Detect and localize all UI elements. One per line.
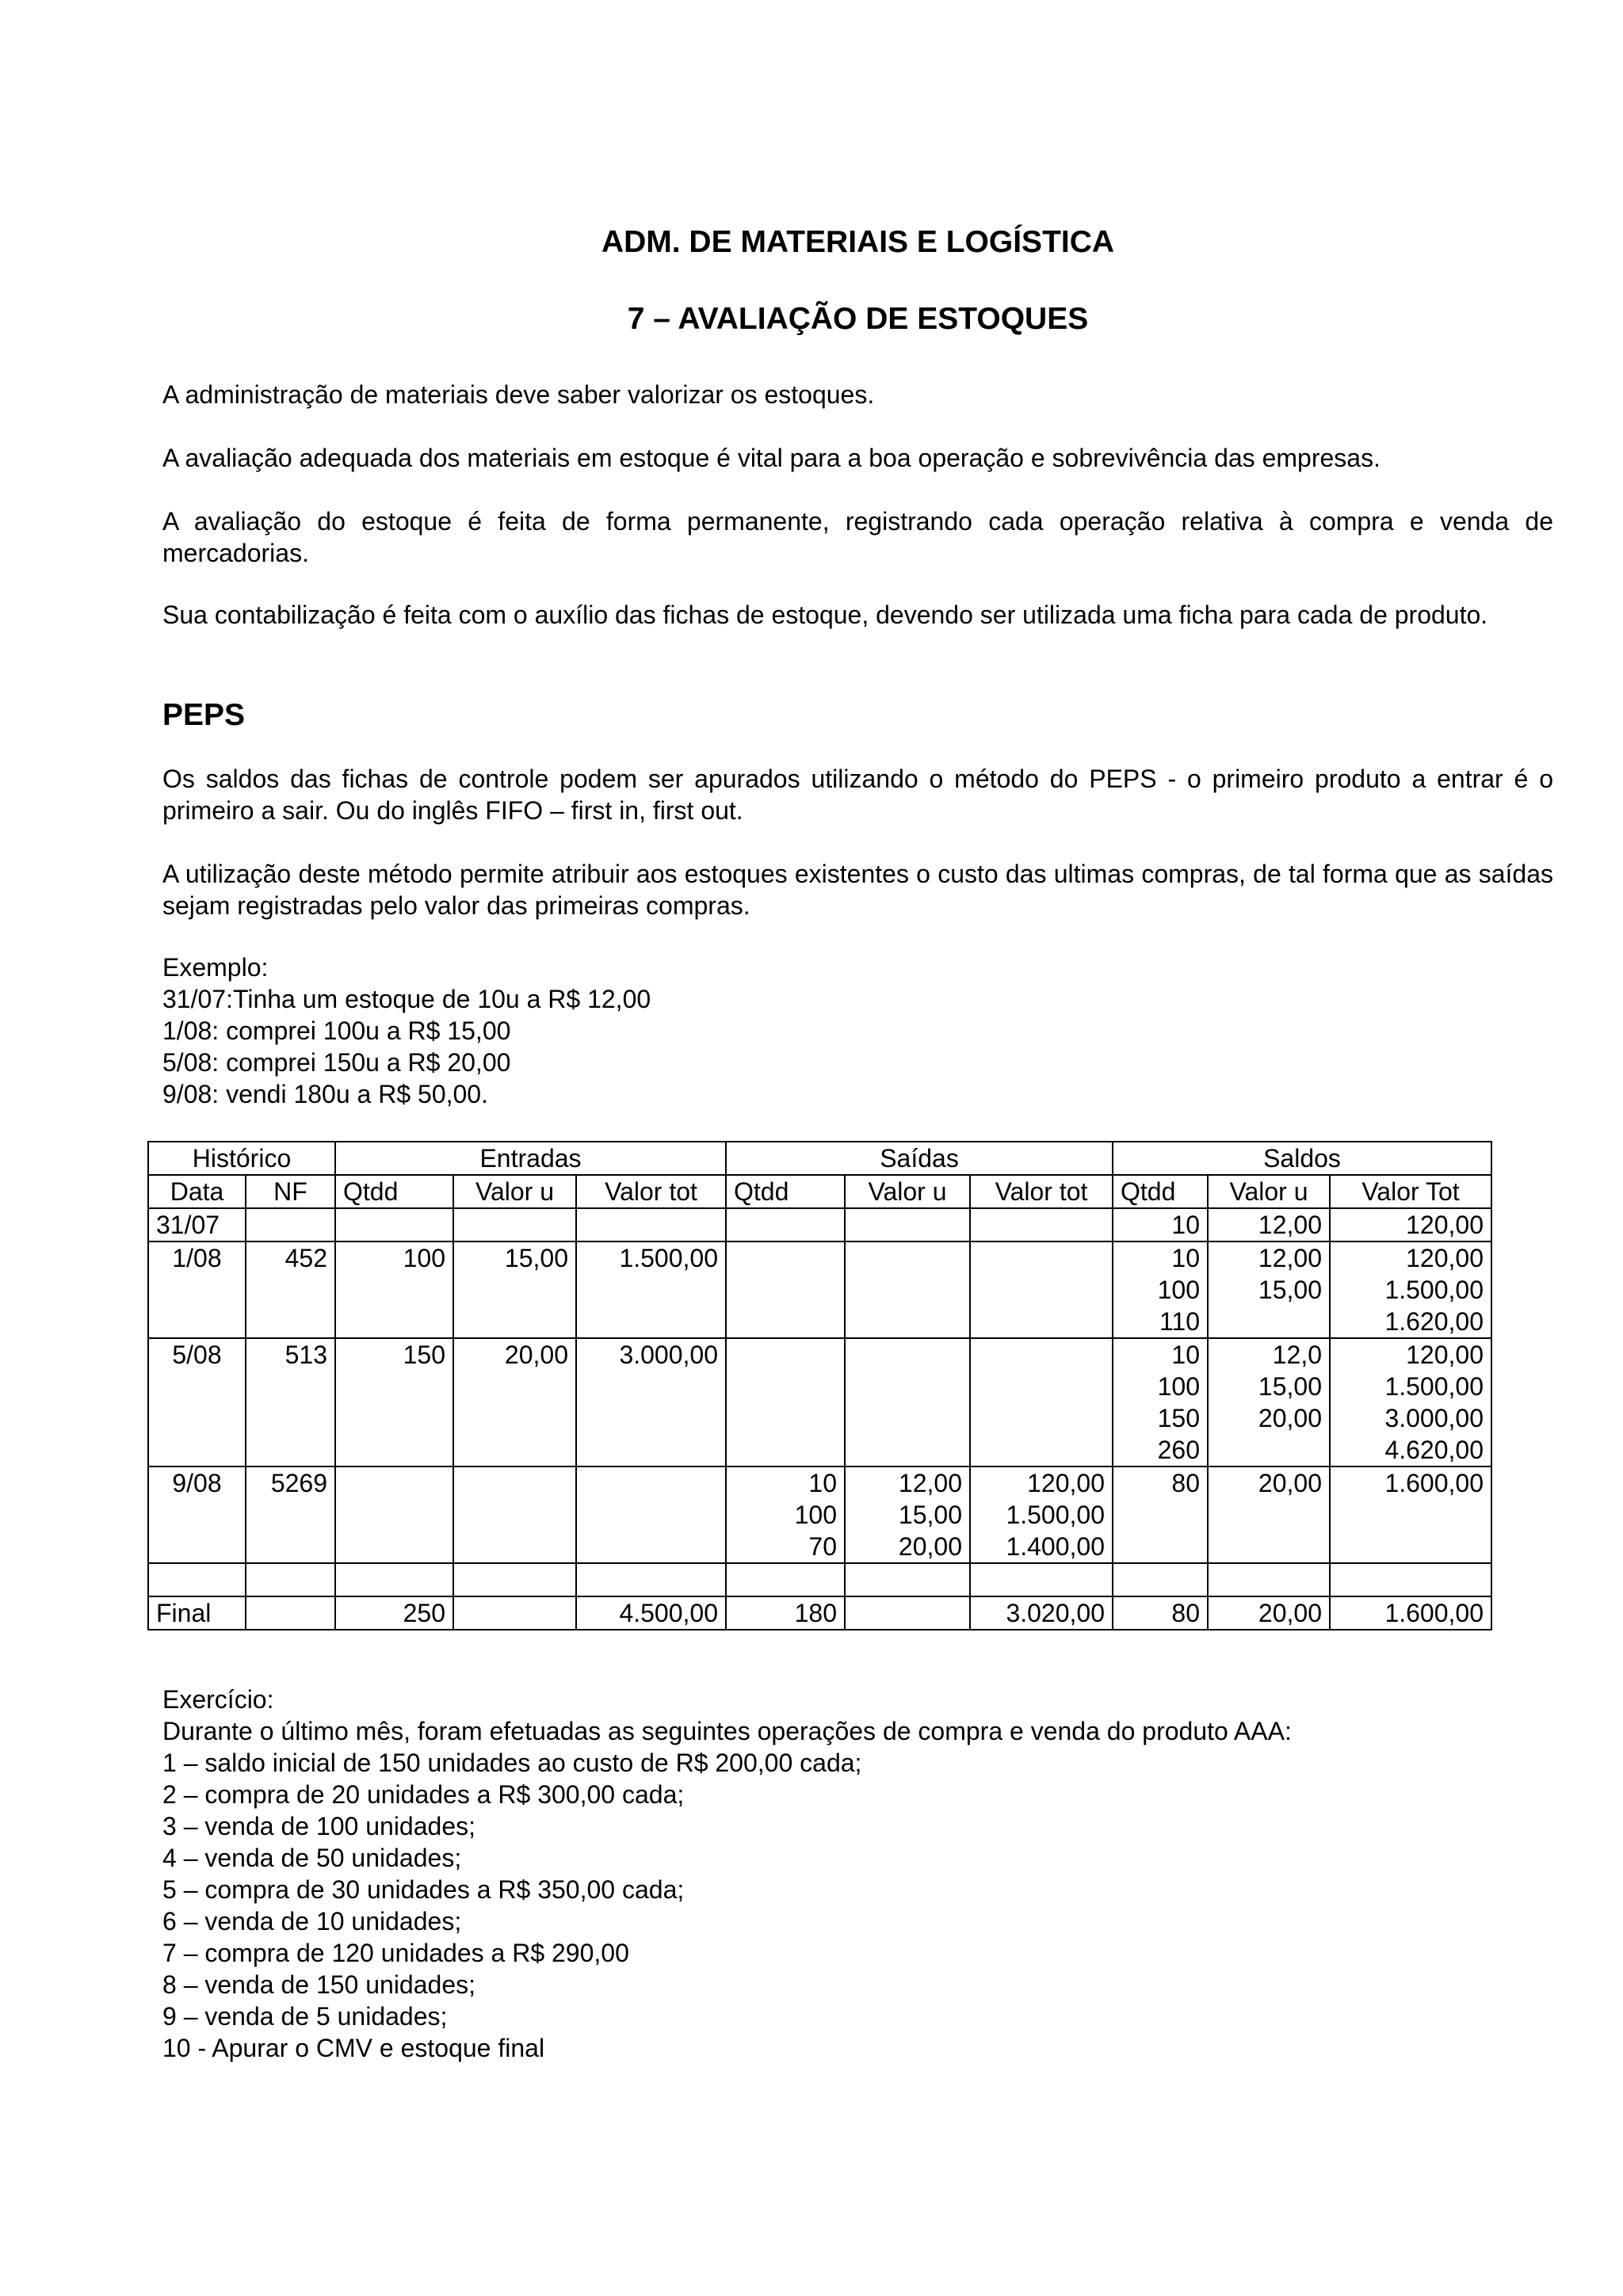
exercise-item: 7 – compra de 120 unidades a R$ 290,00 <box>162 1939 629 1967</box>
saldos-valor-tot-cell <box>1330 1208 1491 1241</box>
saidas-valor-u-cell <box>845 1466 970 1563</box>
column-header: Qtdd <box>726 1175 845 1208</box>
entradas-qtdd: 150 <box>403 1341 445 1369</box>
row-date-cell <box>148 1338 246 1466</box>
entradas-valor-u: 20,00 <box>504 1341 568 1369</box>
saldos-valor-tot: 1.620,00 <box>1384 1307 1484 1336</box>
final-label: Final <box>148 1596 246 1630</box>
saldos-qtdd: 10 <box>1171 1244 1200 1272</box>
saldos-valor-tot: 120,00 <box>1406 1211 1484 1239</box>
column-header: Valor tot <box>576 1175 726 1208</box>
table-row <box>148 1241 1491 1338</box>
entradas-valor-u-cell <box>453 1208 576 1241</box>
final-saidas-total: 3.020,00 <box>970 1596 1113 1630</box>
saldos-valor-tot: 4.620,00 <box>1384 1436 1484 1464</box>
example-line: 5/08: comprei 150u a R$ 20,00 <box>162 1048 511 1077</box>
table-row <box>148 1466 1491 1563</box>
exercise-intro: Durante o último mês, foram efetuadas as seguintes operações de compra e venda do produto AAA: <box>162 1717 1292 1745</box>
row-date-cell <box>148 1241 246 1338</box>
saldos-qtdd: 110 <box>1159 1307 1200 1336</box>
entradas-valor-tot-cell <box>576 1208 726 1241</box>
saidas-valor-tot-cell <box>970 1338 1113 1466</box>
example-line: 9/08: vendi 180u a R$ 50,00. <box>162 1080 488 1108</box>
saidas-valor-tot: 1.500,00 <box>1006 1501 1105 1529</box>
saldos-qtdd: 100 <box>1157 1276 1200 1304</box>
column-header: Data <box>148 1175 246 1208</box>
paragraph: Os saldos das fichas de controle podem ser apurados utilizando o método do PEPS - o primeiro produto a entrar é o primeiro a sair. Ou do inglês FIFO – first in, first out. <box>162 765 1553 825</box>
table-body <box>148 1208 1491 1563</box>
saldos-valor-u-cell <box>1208 1338 1330 1466</box>
saldos-valor-u: 20,00 <box>1258 1469 1322 1497</box>
column-header: NF <box>246 1175 335 1208</box>
row-date: 31/07 <box>156 1211 220 1239</box>
row-nf-cell <box>246 1241 335 1338</box>
saidas-qtdd: 100 <box>794 1501 837 1529</box>
exercise-item: 6 – venda de 10 unidades; <box>162 1907 462 1936</box>
row-nf: 513 <box>285 1341 327 1369</box>
paragraph: Sua contabilização é feita com o auxílio das fichas de estoque, devendo ser utilizada uma ficha para cada de produto. <box>162 601 1488 629</box>
saldos-valor-tot: 1.500,00 <box>1384 1372 1484 1401</box>
saldos-valor-tot-cell <box>1330 1241 1491 1338</box>
saldos-qtdd: 100 <box>1157 1372 1200 1401</box>
saidas-valor-u-cell <box>845 1338 970 1466</box>
saldos-qtdd: 10 <box>1171 1341 1200 1369</box>
row-nf-cell <box>246 1208 335 1241</box>
group-saidas: Saídas <box>726 1142 1113 1175</box>
final-saldos-total: 1.600,00 <box>1330 1596 1491 1630</box>
exercise-block <box>162 1684 1553 2064</box>
column-header: Valor u <box>453 1175 576 1208</box>
column-header: Qtdd <box>335 1175 453 1208</box>
saldos-valor-u-cell <box>1208 1208 1330 1241</box>
saldos-valor-u: 12,0 <box>1272 1341 1322 1369</box>
column-header: Valor tot <box>970 1175 1113 1208</box>
saidas-qtdd-cell <box>726 1241 845 1338</box>
saidas-valor-u-cell <box>845 1241 970 1338</box>
saldos-qtdd-cell <box>1113 1208 1208 1241</box>
saidas-valor-tot-cell <box>970 1466 1113 1563</box>
entradas-valor-tot-cell <box>576 1241 726 1338</box>
exercise-item: 8 – venda de 150 unidades; <box>162 1970 475 1999</box>
peps-heading: PEPS <box>162 698 246 732</box>
peps-stock-table <box>147 1141 1492 1630</box>
paragraph: A utilização deste método permite atribuir aos estoques existentes o custo das ultimas compras, de tal forma que as saídas sejam registradas pelo valor das primeiras compras. <box>162 860 1553 920</box>
exercise-item: 9 – venda de 5 unidades; <box>162 2002 448 2031</box>
saldos-valor-u: 12,00 <box>1258 1211 1322 1239</box>
example-block <box>162 952 1553 1110</box>
row-nf: 452 <box>285 1244 327 1272</box>
saldos-qtdd: 10 <box>1171 1211 1200 1239</box>
table-row-final <box>148 1596 1491 1630</box>
saldos-valor-tot-cell <box>1330 1338 1491 1466</box>
row-date: 1/08 <box>172 1244 222 1272</box>
saldos-valor-tot: 120,00 <box>1406 1341 1484 1369</box>
saldos-qtdd-cell <box>1113 1338 1208 1466</box>
row-nf-cell <box>246 1338 335 1466</box>
table-row-empty <box>148 1563 1491 1596</box>
exercise-label: Exercício: <box>162 1685 274 1714</box>
saldos-qtdd: 260 <box>1157 1436 1200 1464</box>
exercise-item: 10 - Apurar o CMV e estoque final <box>162 2034 545 2062</box>
table-cell <box>453 1596 576 1630</box>
saidas-valor-u-cell <box>845 1208 970 1241</box>
saldos-qtdd: 80 <box>1171 1469 1200 1497</box>
group-historico: Histórico <box>148 1142 335 1175</box>
column-header: Qtdd <box>1113 1175 1208 1208</box>
paragraph: A administração de materiais deve saber valorizar os estoques. <box>162 380 875 409</box>
row-nf <box>254 1209 327 1241</box>
entradas-qtdd-cell <box>335 1466 453 1563</box>
exercise-item: 3 – venda de 100 unidades; <box>162 1812 475 1840</box>
table-cell <box>845 1596 970 1630</box>
table-row <box>148 1208 1491 1241</box>
saidas-qtdd: 10 <box>808 1469 837 1497</box>
saldos-valor-u: 20,00 <box>1258 1404 1322 1432</box>
exercise-item: 2 – compra de 20 unidades a R$ 300,00 cada; <box>162 1780 685 1809</box>
saidas-valor-tot: 120,00 <box>1027 1469 1105 1497</box>
table-cell <box>246 1596 335 1630</box>
final-saldos-qtdd: 80 <box>1113 1596 1208 1630</box>
saidas-valor-u: 15,00 <box>898 1501 962 1529</box>
saldos-valor-tot: 1.500,00 <box>1384 1276 1484 1304</box>
exercise-item: 1 – saldo inicial de 150 unidades ao custo de R$ 200,00 cada; <box>162 1749 862 1777</box>
entradas-valor-u-cell <box>453 1241 576 1338</box>
column-header: Valor u <box>1208 1175 1330 1208</box>
example-line: 1/08: comprei 100u a R$ 15,00 <box>162 1016 511 1045</box>
saldos-valor-tot: 3.000,00 <box>1384 1404 1484 1432</box>
document-title: ADM. DE MATERIAIS E LOGÍSTICA <box>601 225 1115 259</box>
final-entradas-qtdd: 250 <box>335 1596 453 1630</box>
exercise-item: 5 – compra de 30 unidades a R$ 350,00 cada; <box>162 1875 685 1904</box>
column-header: Valor Tot <box>1330 1175 1491 1208</box>
row-date-cell <box>148 1208 246 1241</box>
saldos-valor-u <box>1216 1306 1322 1337</box>
saldos-valor-tot: 1.600,00 <box>1384 1469 1484 1497</box>
entradas-valor-tot-cell <box>576 1338 726 1466</box>
example-line: 31/07:Tinha um estoque de 10u a R$ 12,00 <box>162 985 651 1013</box>
saidas-valor-u: 12,00 <box>898 1469 962 1497</box>
entradas-qtdd-cell <box>335 1241 453 1338</box>
saldos-valor-tot: 120,00 <box>1406 1244 1484 1272</box>
saldos-valor-u-cell <box>1208 1241 1330 1338</box>
group-saldos: Saldos <box>1113 1142 1491 1175</box>
entradas-valor-u-cell <box>453 1466 576 1563</box>
saldos-valor-u: 15,00 <box>1258 1276 1322 1304</box>
saidas-qtdd: 70 <box>808 1532 837 1561</box>
saidas-valor-u: 20,00 <box>898 1532 962 1561</box>
saldos-valor-u-cell <box>1208 1466 1330 1563</box>
example-label: Exemplo: <box>162 953 269 982</box>
group-entradas: Entradas <box>335 1142 726 1175</box>
saldos-valor-u <box>1216 1434 1322 1466</box>
entradas-valor-tot-cell <box>576 1466 726 1563</box>
saldos-valor-tot-cell <box>1330 1466 1491 1563</box>
saldos-qtdd-cell <box>1113 1241 1208 1338</box>
row-nf: 5269 <box>270 1469 327 1497</box>
paragraph: A avaliação do estoque é feita de forma permanente, registrando cada operação relativa à compra e venda de mercadorias. <box>162 507 1553 567</box>
row-date: 5/08 <box>172 1341 222 1369</box>
saidas-valor-tot-cell <box>970 1241 1113 1338</box>
final-entradas-total: 4.500,00 <box>576 1596 726 1630</box>
saidas-valor-tot: 1.400,00 <box>1006 1532 1105 1561</box>
row-date: 9/08 <box>172 1469 222 1497</box>
entradas-valor-u-cell <box>453 1338 576 1466</box>
row-nf-cell <box>246 1466 335 1563</box>
saldos-valor-u: 15,00 <box>1258 1372 1322 1401</box>
entradas-valor-tot: 1.500,00 <box>619 1244 718 1272</box>
exercise-item: 4 – venda de 50 unidades; <box>162 1844 462 1872</box>
section-title: 7 – AVALIAÇÃO DE ESTOQUES <box>627 302 1089 336</box>
paragraph: A avaliação adequada dos materiais em estoque é vital para a boa operação e sobrevivência das empresas. <box>162 444 1381 472</box>
saidas-valor-tot-cell <box>970 1208 1113 1241</box>
column-header: Valor u <box>845 1175 970 1208</box>
entradas-qtdd: 100 <box>403 1244 445 1272</box>
table-row <box>148 1338 1491 1466</box>
final-saidas-qtdd: 180 <box>726 1596 845 1630</box>
saidas-qtdd-cell <box>726 1338 845 1466</box>
saidas-qtdd-cell <box>726 1208 845 1241</box>
entradas-valor-u: 15,00 <box>504 1244 568 1272</box>
row-date-cell <box>148 1466 246 1563</box>
saldos-valor-u: 12,00 <box>1258 1244 1322 1272</box>
saldos-qtdd-cell <box>1113 1466 1208 1563</box>
entradas-qtdd-cell <box>335 1208 453 1241</box>
table-column-header-row <box>148 1175 1491 1208</box>
entradas-qtdd-cell <box>335 1338 453 1466</box>
final-saldos-valor-u: 20,00 <box>1208 1596 1330 1630</box>
entradas-valor-tot: 3.000,00 <box>619 1341 718 1369</box>
table-group-header-row <box>148 1142 1491 1175</box>
saidas-qtdd-cell <box>726 1466 845 1563</box>
saldos-qtdd: 150 <box>1157 1404 1200 1432</box>
